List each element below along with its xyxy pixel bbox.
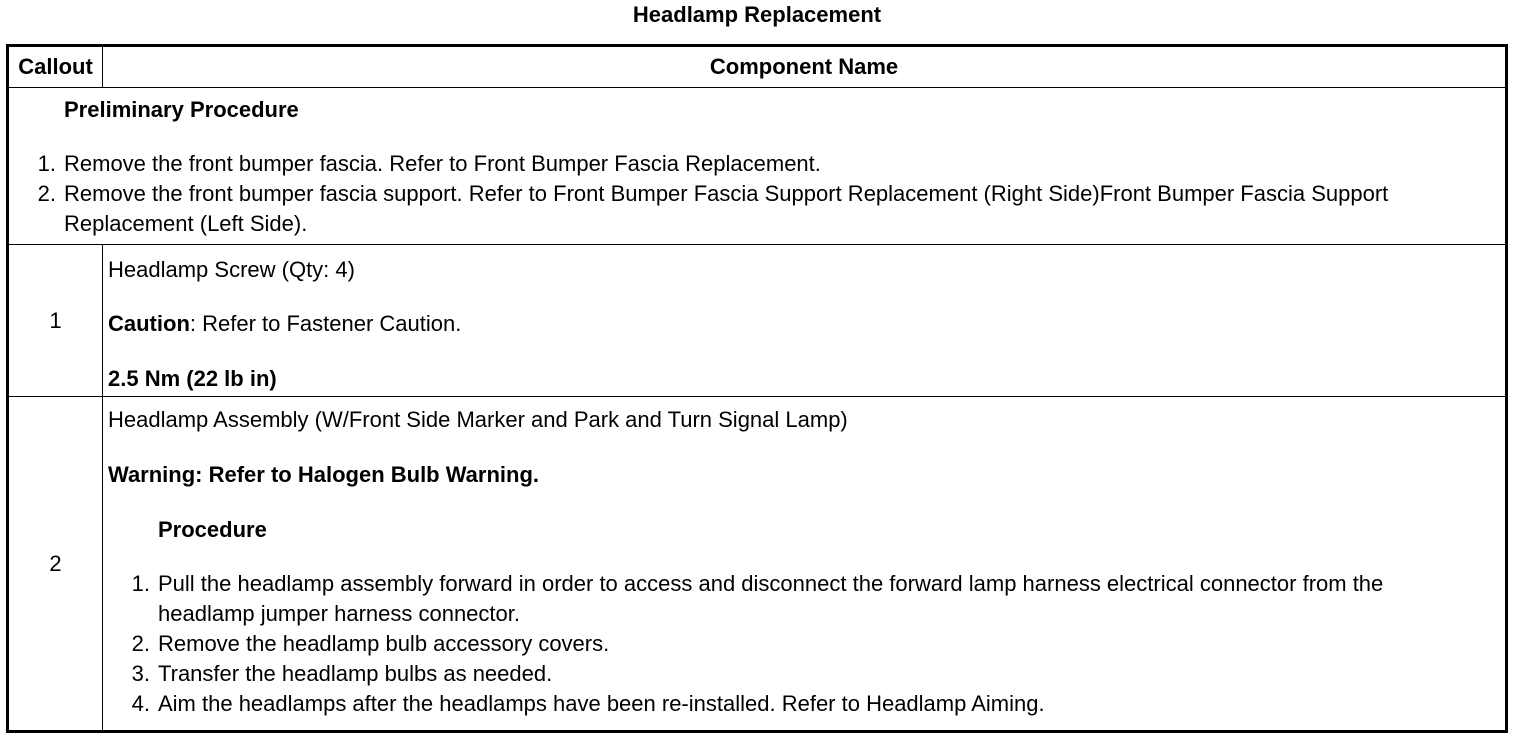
step-number: 1. [37,151,56,176]
preliminary-steps-list [37,149,1484,239]
step-text: Transfer the headlamp bulbs as needed. [158,661,553,686]
step-number: 3. [131,661,150,686]
callout-number: 1 [8,245,103,397]
caution-label: Caution [108,311,190,336]
component-name: Headlamp Assembly (W/Front Side Marker and Park and Turn Signal Lamp) [108,407,848,432]
procedure-heading: Procedure [158,517,267,542]
table-row [8,397,1507,732]
table-row [8,245,1507,397]
step-text: Remove the front bumper fascia support. Refer to Front Bumper Fascia Support Replacement (Right Side)Front Bumper Fascia Support Replacement (Left Side). [64,181,1389,236]
step-number: 2. [131,631,150,656]
warning-line: Warning: Refer to Halogen Bulb Warning. [108,462,540,487]
preliminary-procedure-row [8,88,1507,245]
caution-text: : Refer to Fastener Caution. [189,311,462,336]
preliminary-procedure-heading: Preliminary Procedure [64,97,299,122]
step-number: 1. [131,571,150,596]
torque-spec: 2.5 Nm (22 lb in) [108,366,277,391]
list-item [131,569,1468,629]
table-header-row [8,46,1507,88]
list-item [131,659,1468,689]
step-text: Aim the headlamps after the headlamps have been re-installed. Refer to Headlamp Aiming. [158,691,1045,716]
component-cell [103,245,1507,397]
preliminary-procedure-cell [8,88,1507,245]
document-title: Headlamp Replacement [632,2,882,27]
list-item [131,629,1468,659]
column-header-callout: Callout [8,46,103,88]
step-text: Remove the front bumper fascia. Refer to Front Bumper Fascia Replacement. [64,151,821,176]
callout-number: 2 [8,397,103,732]
list-item [37,179,1484,239]
step-text: Remove the headlamp bulb accessory covers. [158,631,610,656]
step-text: Pull the headlamp assembly forward in order to access and disconnect the forward lamp harness electrical connector from the headlamp jumper harness connector. [158,571,1384,626]
procedure-table [6,44,1508,733]
list-item [37,149,1484,179]
column-header-component-name: Component Name [103,46,1507,88]
step-number: 2. [37,181,56,206]
component-cell [103,397,1507,732]
caution-line [108,311,461,337]
step-number: 4. [131,691,150,716]
component-name: Headlamp Screw (Qty: 4) [108,257,355,282]
procedure-steps-list [131,569,1468,719]
list-item [131,689,1468,719]
